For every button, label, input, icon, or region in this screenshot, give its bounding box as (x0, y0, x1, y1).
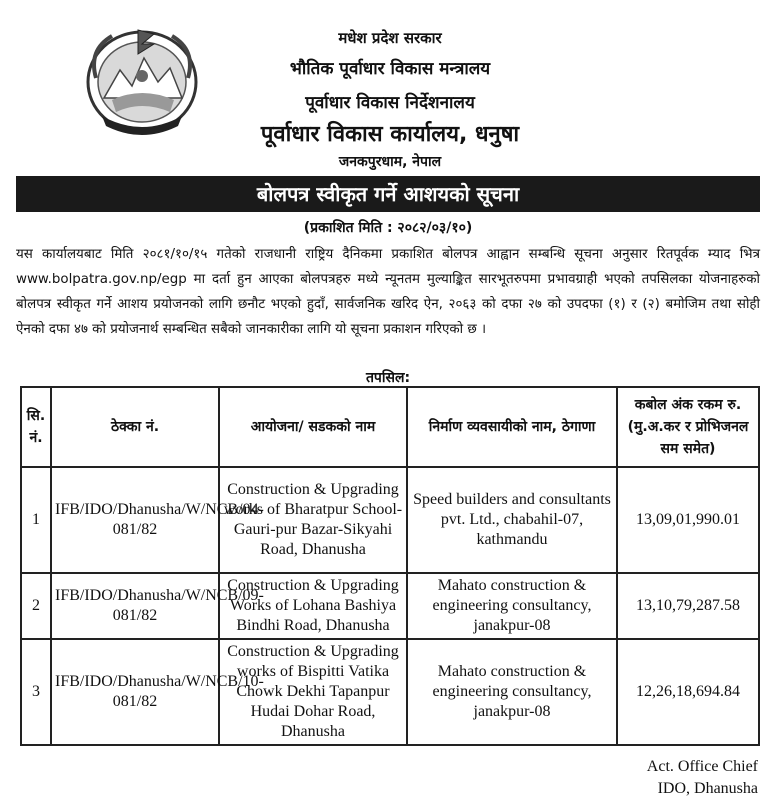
ministry-line: भौतिक पूर्वाधार विकास मन्त्रालय (289, 59, 491, 79)
cell-amount: 13,10,79,287.58 (617, 573, 759, 639)
published-date: (प्रकाशित मिति : २०८२/०३/१०) (303, 220, 473, 236)
col-header-project: आयोजना/ सडकको नाम (219, 387, 407, 467)
cell-contractor: Mahato construction & engineering consultancy, janakpur-08 (407, 573, 617, 639)
cell-project: Construction & Upgrading works of Bispitti Vatika Chowk Dekhi Tapanpur Hudai Dohar Road, Dhanusha (219, 639, 407, 745)
cell-sn: 3 (21, 639, 51, 745)
schedule-label: तपसिल: (365, 370, 411, 386)
cell-sn: 1 (21, 467, 51, 573)
notice-body: यस कार्यालयबाट मिति २०८१/१०/१५ गतेको राजधानी राष्ट्रिय दैनिकमा प्रकाशित बोलपत्र आह्वान सम्बन्धि सूचना अनुसार रितपूर्वक म्याद भित्र www.bolpatra.gov.np/egp मा दर्ता हुन आएका बोलपत्रहरु मध्ये न्यूनतम मुल्याङ्कित सारभूतरुपमा प्रभावग्राही भएको तपसिलका योजनाहरुको बोलपत्र स्वीकृत गर्ने आशय प्रयोजनको लागि छनौट भएको हुदाँ, सार्वजनिक खरिद ऐन, २०६३ को दफा २७ को उपदफा (१) र (२) बमोजिम तथा सोही ऐनको दफा ४७ को प्रयोजनार्थ सम्बन्धित सबैको जानकारीका लागि यो सूचना प्रकाशन गरिएको छ । (16, 247, 760, 337)
cell-contract: IFB/IDO/Dhanusha/W/NCB/04-081/82 (51, 467, 219, 573)
cell-amount: 13,09,01,990.01 (617, 467, 759, 573)
col-header-sn: सि. नं. (21, 387, 51, 467)
cell-contract: IFB/IDO/Dhanusha/W/NCB/09-081/82 (51, 573, 219, 639)
cell-contractor: Mahato construction & engineering consultancy, janakpur-08 (407, 639, 617, 745)
signature-block (647, 756, 758, 800)
signatory-office: IDO, Dhanusha (657, 780, 758, 797)
table-header-row (21, 387, 759, 467)
notice-header (0, 0, 776, 172)
table-row (21, 639, 759, 745)
cell-contract: IFB/IDO/Dhanusha/W/NCB/10-081/82 (51, 639, 219, 745)
table-row (21, 573, 759, 639)
col-header-contract: ठेक्का नं. (51, 387, 219, 467)
notice-title: बोलपत्र स्वीकृत गर्ने आशयको सूचना (16, 176, 760, 212)
cell-contractor: Speed builders and consultants pvt. Ltd., chabahil-07, kathmandu (407, 467, 617, 573)
cell-project: Construction & Upgrading works of Bharatpur School-Gauri-pur Bazar-Sikyahi Road, Dhanusha (219, 467, 407, 573)
directorate-line: पूर्वाधार विकास निर्देशनालय (305, 93, 475, 113)
tender-table (20, 386, 760, 746)
province-government-line: मधेश प्रदेश सरकार (338, 29, 442, 47)
table-row (21, 467, 759, 573)
nepal-emblem-icon (82, 20, 202, 138)
cell-amount: 12,26,18,694.84 (617, 639, 759, 745)
office-name: पूर्वाधार विकास कार्यालय, धनुषा (260, 122, 520, 147)
signatory-title: Act. Office Chief (646, 758, 758, 775)
cell-sn: 2 (21, 573, 51, 639)
cell-project: Construction & Upgrading Works of Lohana Bashiya Bindhi Road, Dhanusha (219, 573, 407, 639)
col-header-amount: कबोल अंक रकम रु. (मु.अ.कर र प्रोभिजनल सम समेत) (617, 387, 759, 467)
col-header-contractor: निर्माण व्यवसायीको नाम, ठेगाणा (407, 387, 617, 467)
office-address: जनकपुरधाम, नेपाल (338, 154, 442, 170)
